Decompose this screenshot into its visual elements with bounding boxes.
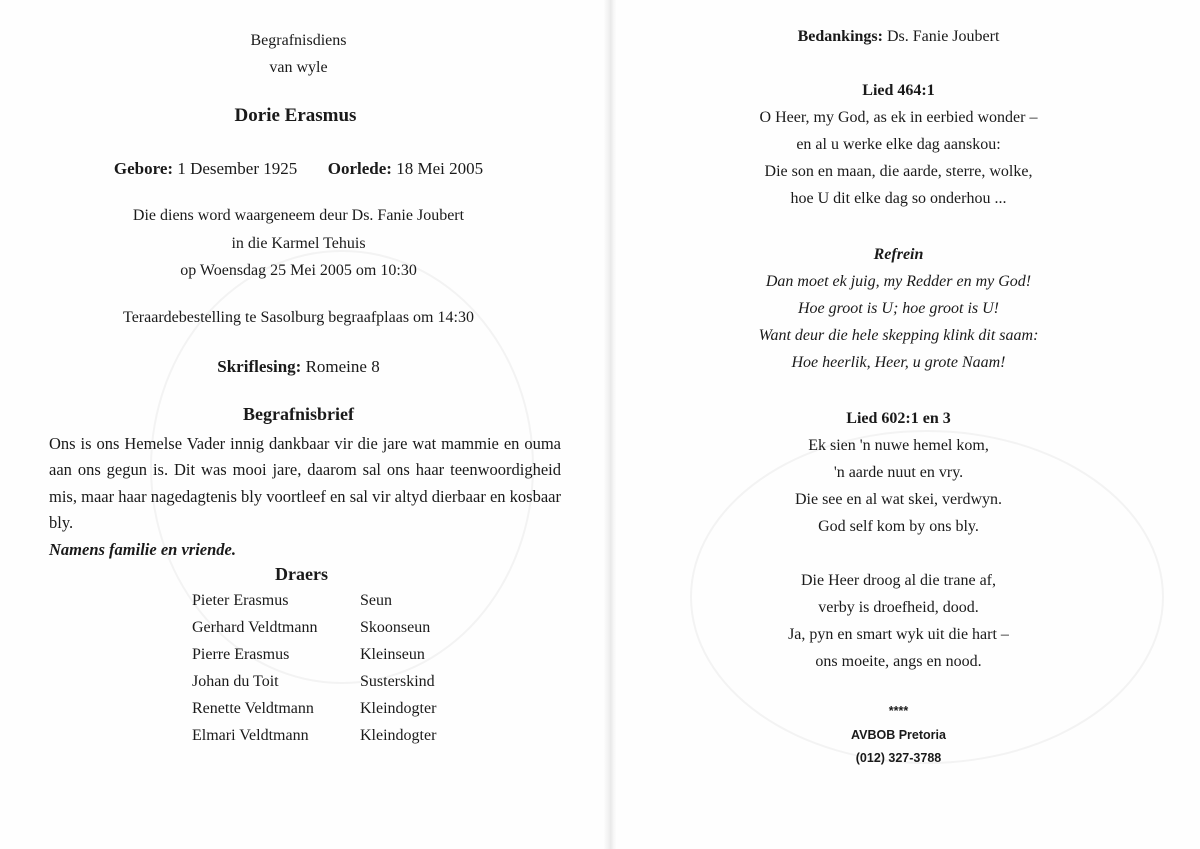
bearer-name: Pierre Erasmus xyxy=(192,646,290,663)
hymn2-line: Ja, pyn en smart wyk uit die hart – xyxy=(788,626,1009,643)
stars-divider: **** xyxy=(888,704,909,718)
right-page xyxy=(617,0,1200,849)
hymn2-line: Die Heer droog al die trane af, xyxy=(800,572,996,589)
service-line-2: in die Karmel Tehuis xyxy=(231,235,366,252)
reading-value: Romeine 8 xyxy=(305,357,380,376)
reading-label: Skriflesing: xyxy=(217,357,302,376)
service-line-1: Die diens word waargeneem deur Ds. Fanie Joubert xyxy=(132,207,465,224)
bearer-relation: Seun xyxy=(360,592,392,609)
dates-line xyxy=(0,159,603,179)
died-label: Oorlede: xyxy=(327,159,392,178)
letter-text xyxy=(49,431,561,563)
bearer-row xyxy=(192,646,472,673)
bearer-row xyxy=(192,700,472,727)
hymn1-line: Die son en maan, die aarde, sterre, wolke, xyxy=(764,163,1033,180)
hymn1-line: hoe U dit elke dag so onderhou ... xyxy=(790,190,1007,207)
service-line-3: op Woensdag 25 Mei 2005 om 10:30 xyxy=(180,262,417,279)
bearer-row xyxy=(192,619,472,646)
bearer-name: Renette Veldtmann xyxy=(192,700,314,717)
bearer-relation: Skoonseun xyxy=(360,619,431,636)
hymn2-line: 'n aarde nuut en vry. xyxy=(833,464,964,481)
hymn2-line: Die see en al wat skei, verdwyn. xyxy=(794,491,1003,508)
heading-line-1: Begrafnisdiens xyxy=(250,32,347,49)
burial-line: Teraardebestelling te Sasolburg begraafplaas om 14:30 xyxy=(123,309,474,326)
thanks-line xyxy=(597,28,1200,46)
refrain-line: Hoe heerlik, Heer, u grote Naam! xyxy=(791,354,1006,371)
born-label: Gebore: xyxy=(113,159,174,178)
refrain-title: Refrein xyxy=(873,246,924,263)
hymn2-line: Ek sien 'n nuwe hemel kom, xyxy=(808,437,989,454)
hymn2-title: Lied 602:1 en 3 xyxy=(846,410,951,427)
bearer-name: Johan du Toit xyxy=(192,673,279,690)
company-phone: (012) 327-3788 xyxy=(855,751,942,765)
refrain-line: Want deur die hele skepping klink dit saam: xyxy=(758,327,1039,344)
bearer-name: Gerhard Veldtmann xyxy=(192,619,318,636)
hymn2-line: verby is droefheid, dood. xyxy=(818,599,979,616)
born-value: 1 Desember 1925 xyxy=(177,159,298,178)
hymn1-title: Lied 464:1 xyxy=(862,82,935,99)
bearers-title: Draers xyxy=(275,564,328,584)
scripture-reading xyxy=(0,357,603,377)
refrain-line: Dan moet ek juig, my Redder en my God! xyxy=(765,273,1032,290)
bearer-relation: Susterskind xyxy=(360,673,435,690)
bearer-row xyxy=(192,592,472,619)
deceased-name: Dorie Erasmus xyxy=(234,105,357,126)
bearer-relation: Kleindogter xyxy=(360,700,437,717)
letter-body: Ons is ons Hemelse Vader innig dankbaar vir die jare wat mammie en ouma aan ons gegun is. Dit was mooi jare, daarom sal ons haar teenwoordigheid mis, maar haar nagedagtenis bly voortleef en sal vir altyd dierbaar en kosbaar bly. xyxy=(49,434,561,533)
died-value: 18 Mei 2005 xyxy=(396,159,484,178)
thanks-value: Ds. Fanie Joubert xyxy=(886,28,1000,45)
letter-signature: Namens familie en vriende. xyxy=(49,539,236,559)
bearer-name: Pieter Erasmus xyxy=(192,592,289,609)
hymn1-line: en al u werke elke dag aanskou: xyxy=(796,136,1001,153)
letter-title: Begrafnisbrief xyxy=(243,404,354,424)
bearer-relation: Kleindogter xyxy=(360,727,437,744)
hymn2-line: ons moeite, angs en nood. xyxy=(815,653,982,670)
hymn2-line: God self kom by ons bly. xyxy=(818,518,979,535)
funeral-company: AVBOB Pretoria xyxy=(851,728,946,742)
refrain-line: Hoe groot is U; hoe groot is U! xyxy=(797,300,1000,317)
thanks-label: Bedankings: xyxy=(797,28,883,45)
bearer-row xyxy=(192,727,472,754)
hymn1-line: O Heer, my God, as ek in eerbied wonder – xyxy=(759,109,1038,126)
bearer-name: Elmari Veldtmann xyxy=(192,727,309,744)
bearer-row xyxy=(192,673,472,700)
heading-line-2: van wyle xyxy=(269,59,328,76)
bearer-relation: Kleinseun xyxy=(360,646,425,663)
